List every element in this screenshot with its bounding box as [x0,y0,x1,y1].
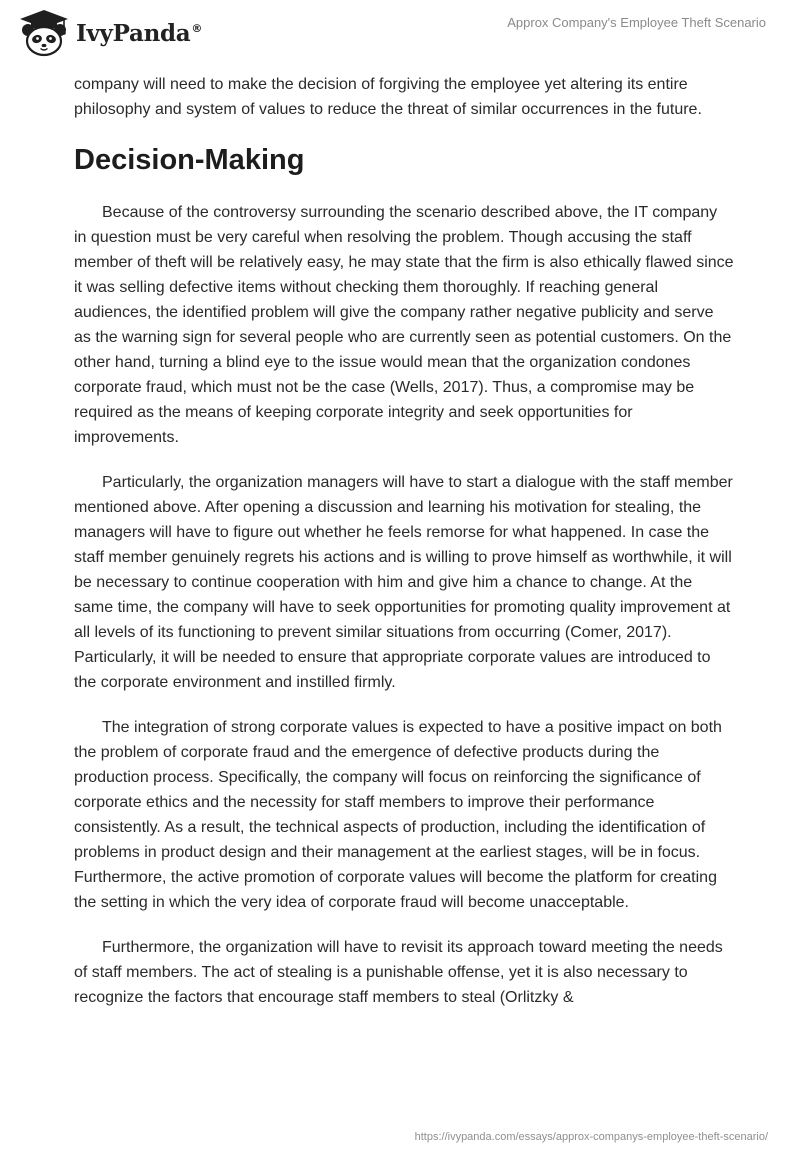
brand-logo[interactable] [16,8,202,58]
body-paragraph: Particularly, the organization managers will have to start a dialogue with the staff member mentioned above. After opening a discussion and learning his motivation for stealing, the managers will have to figure out whether he feels remorse for what happened. In case the staff member genuinely regrets his actions and is willing to prove himself as worthwhile, it will be necessary to continue cooperation with him and give him a chance to change. At the same time, the company will have to seek opportunities for promoting quality improvement at all levels of its functioning to prevent similar situations from occurring (Comer, 2017). Particularly, it will be needed to ensure that appropriate corporate values are introduced to the corporate environment and instilled firmly. [74,474,733,691]
body-paragraph: The integration of strong corporate values is expected to have a positive impact on both the problem of corporate fraud and the emergence of defective products during the production process. Specifically, the company will focus on reinforcing the significance of corporate ethics and the necessity for staff members to improve their performance consistently. As a result, the technical aspects of production, including the identification of problems in product design and their management at the earliest stages, will be in focus. Furthermore, the active promotion of corporate values will become the platform for creating the setting in which the very idea of corporate fraud will become unacceptable. [74,719,722,911]
section-heading: Decision-Making [74,144,305,176]
article-body [74,72,734,1030]
document-title: Approx Company's Employee Theft Scenario [507,15,766,30]
body-paragraph: Because of the controversy surrounding the scenario described above, the IT company in question must be very careful when resolving the problem. Though accusing the staff member of theft will be relatively easy, he may state that the firm is also ethically flawed since it was selling defective items without checking them thoroughly. If reaching general audiences, the identified problem will give the company rather negative publicity and serve as the warning sign for several people who are currently seen as potential customers. On the other hand, turning a blind eye to the issue would mean that the organization condones corporate fraud, which must not be the case (Wells, 2017). Thus, a compromise may be required as the means of keeping corporate integrity and seek opportunities for improvements. [74,204,734,446]
source-url[interactable]: https://ivypanda.com/essays/approx-companys-employee-theft-scenario/ [414,1131,768,1143]
intro-paragraph: company will need to make the decision of forgiving the employee yet altering its entire philosophy and system of values to reduce the threat of similar occurrences in the future. [74,76,702,118]
body-paragraph: Furthermore, the organization will have to revisit its approach toward meeting the needs of staff members. The act of stealing is a punishable offense, yet it is also necessary to recognize the factors that encourage staff members to steal (Orlitzky & [74,939,723,1006]
brand-name: IvyPanda® [76,19,203,47]
page-header [0,0,800,66]
panda-graduate-icon [16,8,72,58]
